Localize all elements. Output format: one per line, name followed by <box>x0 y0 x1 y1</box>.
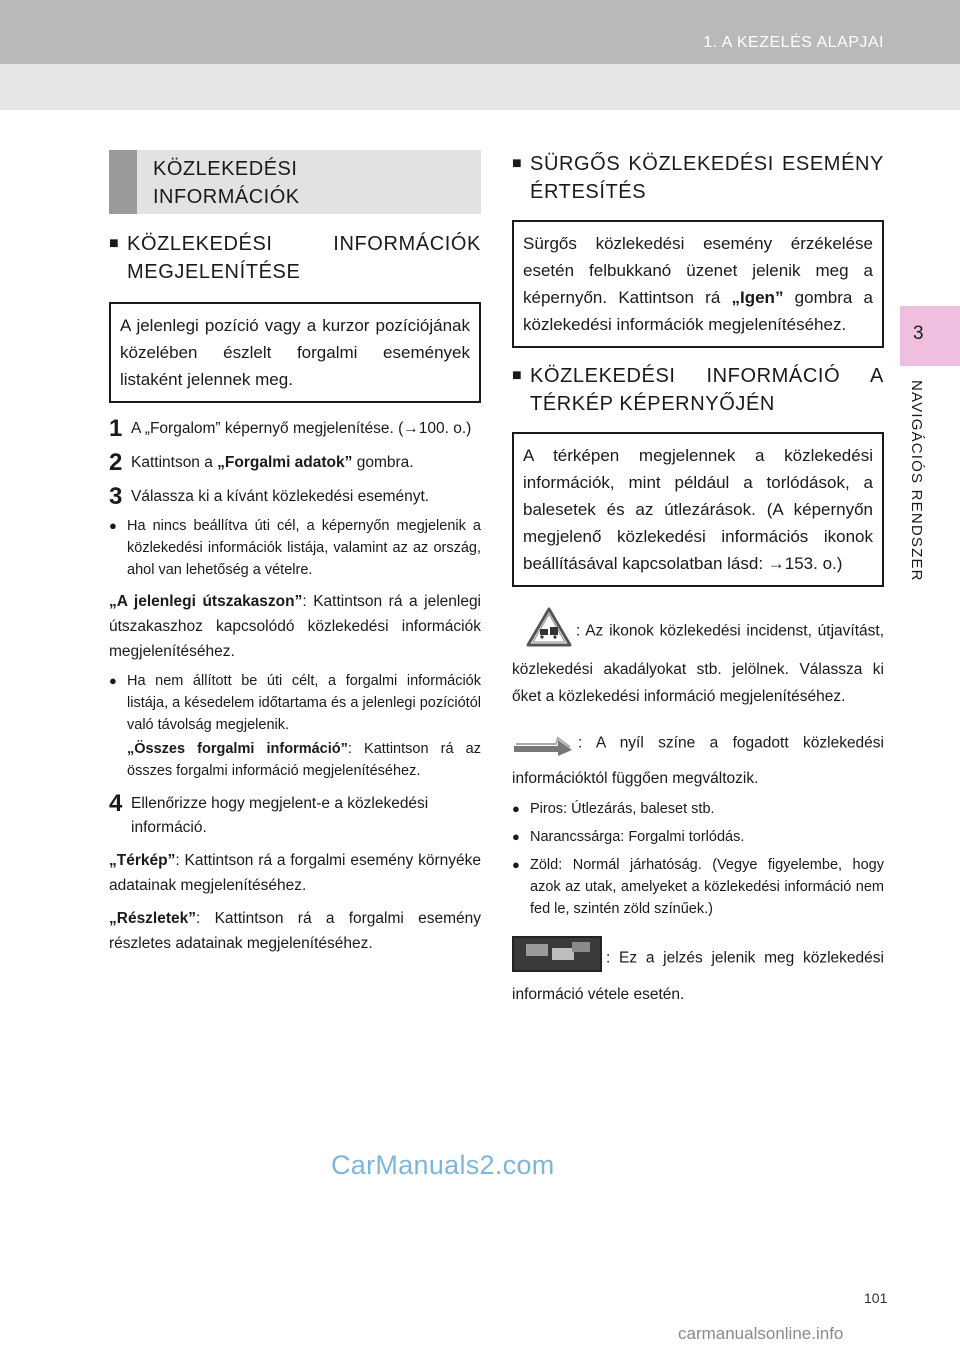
note-text: Narancssárga: Forgalmi torlódás. <box>530 829 745 845</box>
section-title: KÖZLEKEDÉSI INFORMÁCIÓK <box>153 158 300 208</box>
arrow-icon-para: : A nyíl színe a fogadott közlekedési információktól függően megváltozik. <box>512 722 884 792</box>
traffic-data-button-label: „Forgalmi adatok” <box>217 454 353 471</box>
note-text: Ha nem állított be úti célt, a forgalmi információk listája, a késedelem időtartama és a jelenlegi pozíciótól való távolság megjelenik. „Összes forgalmi információ”: Kattintson rá az összes forgalmi információ megjelenítéséhez. <box>127 673 481 779</box>
step-text: Kattintson a „Forgalmi adatok” gombra. <box>131 454 414 471</box>
round-bullet-icon: ● <box>109 518 117 533</box>
step-text: Ellenőrizze hogy megjelent-e a közlekedési információ. <box>131 795 429 836</box>
color-bullet-green <box>512 854 884 920</box>
subheading-text: SÜRGŐS KÖZLEKEDÉSI ESEMÉNY ÉRTESÍTÉS <box>530 153 884 203</box>
watermark-top: CarManuals2.com <box>331 1150 555 1180</box>
step-number: 3 <box>109 483 123 510</box>
round-bullet-icon: ● <box>512 801 520 816</box>
note-text: Piros: Útlezárás, baleset stb. <box>530 801 715 817</box>
urgent-box: Sürgős közlekedési esemény érzékelése esetén felbukkanó üzenet jelenik meg a képernyőn. Kattintson rá „Igen” gombra a közlekedési információk megjelenítéséhez. <box>512 220 884 348</box>
square-bullet-icon: ■ <box>109 235 120 252</box>
map-para: „Térkép”: Kattintson rá a forgalmi esemény környéke adatainak megjelenítéséhez. <box>109 852 481 894</box>
current-road-button-label: „A jelenlegi útszakaszon” <box>109 593 303 610</box>
step-3 <box>109 485 481 509</box>
map-button-label: „Térkép” <box>109 852 176 869</box>
header-band <box>0 0 960 64</box>
color-bullet-orange <box>512 826 884 848</box>
square-bullet-icon: ■ <box>512 367 523 384</box>
note-text: Zöld: Normál járhatóság. (Vegye figyelembe, hogy azok az utak, amelyeket a közlekedési információ nem fed le, szintén zöld színűek.) <box>530 857 884 917</box>
details-button-label: „Részletek” <box>109 910 197 927</box>
page-number: 101 <box>864 1290 888 1306</box>
all-traffic-button-label: „Összes forgalmi információ” <box>127 741 348 757</box>
round-bullet-icon: ● <box>109 673 117 688</box>
section-header-bar <box>109 150 137 214</box>
note-bullet <box>109 670 481 782</box>
round-bullet-icon: ● <box>512 857 520 872</box>
subheading-text: KÖZLEKEDÉSI INFORMÁCIÓK MEGJELENÍTÉSE <box>127 233 481 283</box>
section-header <box>109 150 481 214</box>
right-column <box>512 150 884 1008</box>
step-text: A „Forgalom” képernyő megjelenítése. (→100. o.) <box>131 420 472 437</box>
note-bullet <box>109 515 481 581</box>
chapter-tab <box>900 306 960 366</box>
watermark-bottom: carmanualsonline.info <box>678 1324 844 1343</box>
header-subband <box>0 64 960 110</box>
intro-box: A jelenlegi pozíció vagy a kurzor pozíciójának közelében észlelt forgalmi események listaként jelennek meg. <box>109 302 481 403</box>
step-number: 2 <box>109 449 123 476</box>
step-text: Válassza ki a kívánt közlekedési eseményt. <box>131 488 430 505</box>
note-text: Ha nincs beállítva úti cél, a képernyőn megjelenik a közlekedési információk listája, valamint az az ország, ahol van lehetőség a vételre. <box>127 518 481 578</box>
traffic-reception-icon <box>512 936 602 981</box>
chapter-number: 3 <box>913 323 924 344</box>
map-info-box: A térképen megjelennek a közlekedési információk, mint például a torlódások, a balesetek és az útlezárások. (A képernyőn megjelenő közlekedési információs ikonok beállításával kapcsolatban lásd: →153. o.) <box>512 432 884 587</box>
traffic-arrow-icon <box>512 722 574 765</box>
step-number: 1 <box>109 415 123 442</box>
step-1 <box>109 417 481 441</box>
yes-button-label: „Igen” <box>731 288 784 307</box>
subheading-text: KÖZLEKEDÉSI INFORMÁCIÓ A TÉRKÉP KÉPERNYŐJÉN <box>530 365 884 415</box>
step-2 <box>109 451 481 475</box>
chapter-label: NAVIGÁCIÓS RENDSZER <box>908 380 925 582</box>
chapter-title: 1. A KEZELÉS ALAPJAI <box>703 34 884 51</box>
color-bullet-red <box>512 798 884 820</box>
step-4 <box>109 792 481 840</box>
traffic-warning-icon <box>526 607 572 656</box>
round-bullet-icon: ● <box>512 829 520 844</box>
reception-icon-para: : Ez a jelzés jelenik meg közlekedési információ vétele esetén. <box>512 936 884 1008</box>
subheading-urgent <box>512 150 884 206</box>
incident-icon-para: : Az ikonok közlekedési incidenst, útjavítást, közlekedési akadályokat stb. jelölnek. Válassza ki őket a közlekedési információ megjelenítéséhez. <box>512 607 884 710</box>
current-road-para: „A jelenlegi útszakaszon”: Kattintson rá a jelenlegi útszakaszhoz kapcsolódó közlekedési információk megjelenítéséhez. <box>109 593 482 660</box>
step-number: 4 <box>109 790 123 817</box>
subheading-traffic-info <box>109 230 481 286</box>
left-column <box>109 150 481 956</box>
subheading-map-traffic <box>512 362 884 418</box>
details-para: „Részletek”: Kattintson rá a forgalmi esemény részletes adatainak megjelenítéséhez. <box>109 910 481 952</box>
square-bullet-icon: ■ <box>512 155 523 172</box>
